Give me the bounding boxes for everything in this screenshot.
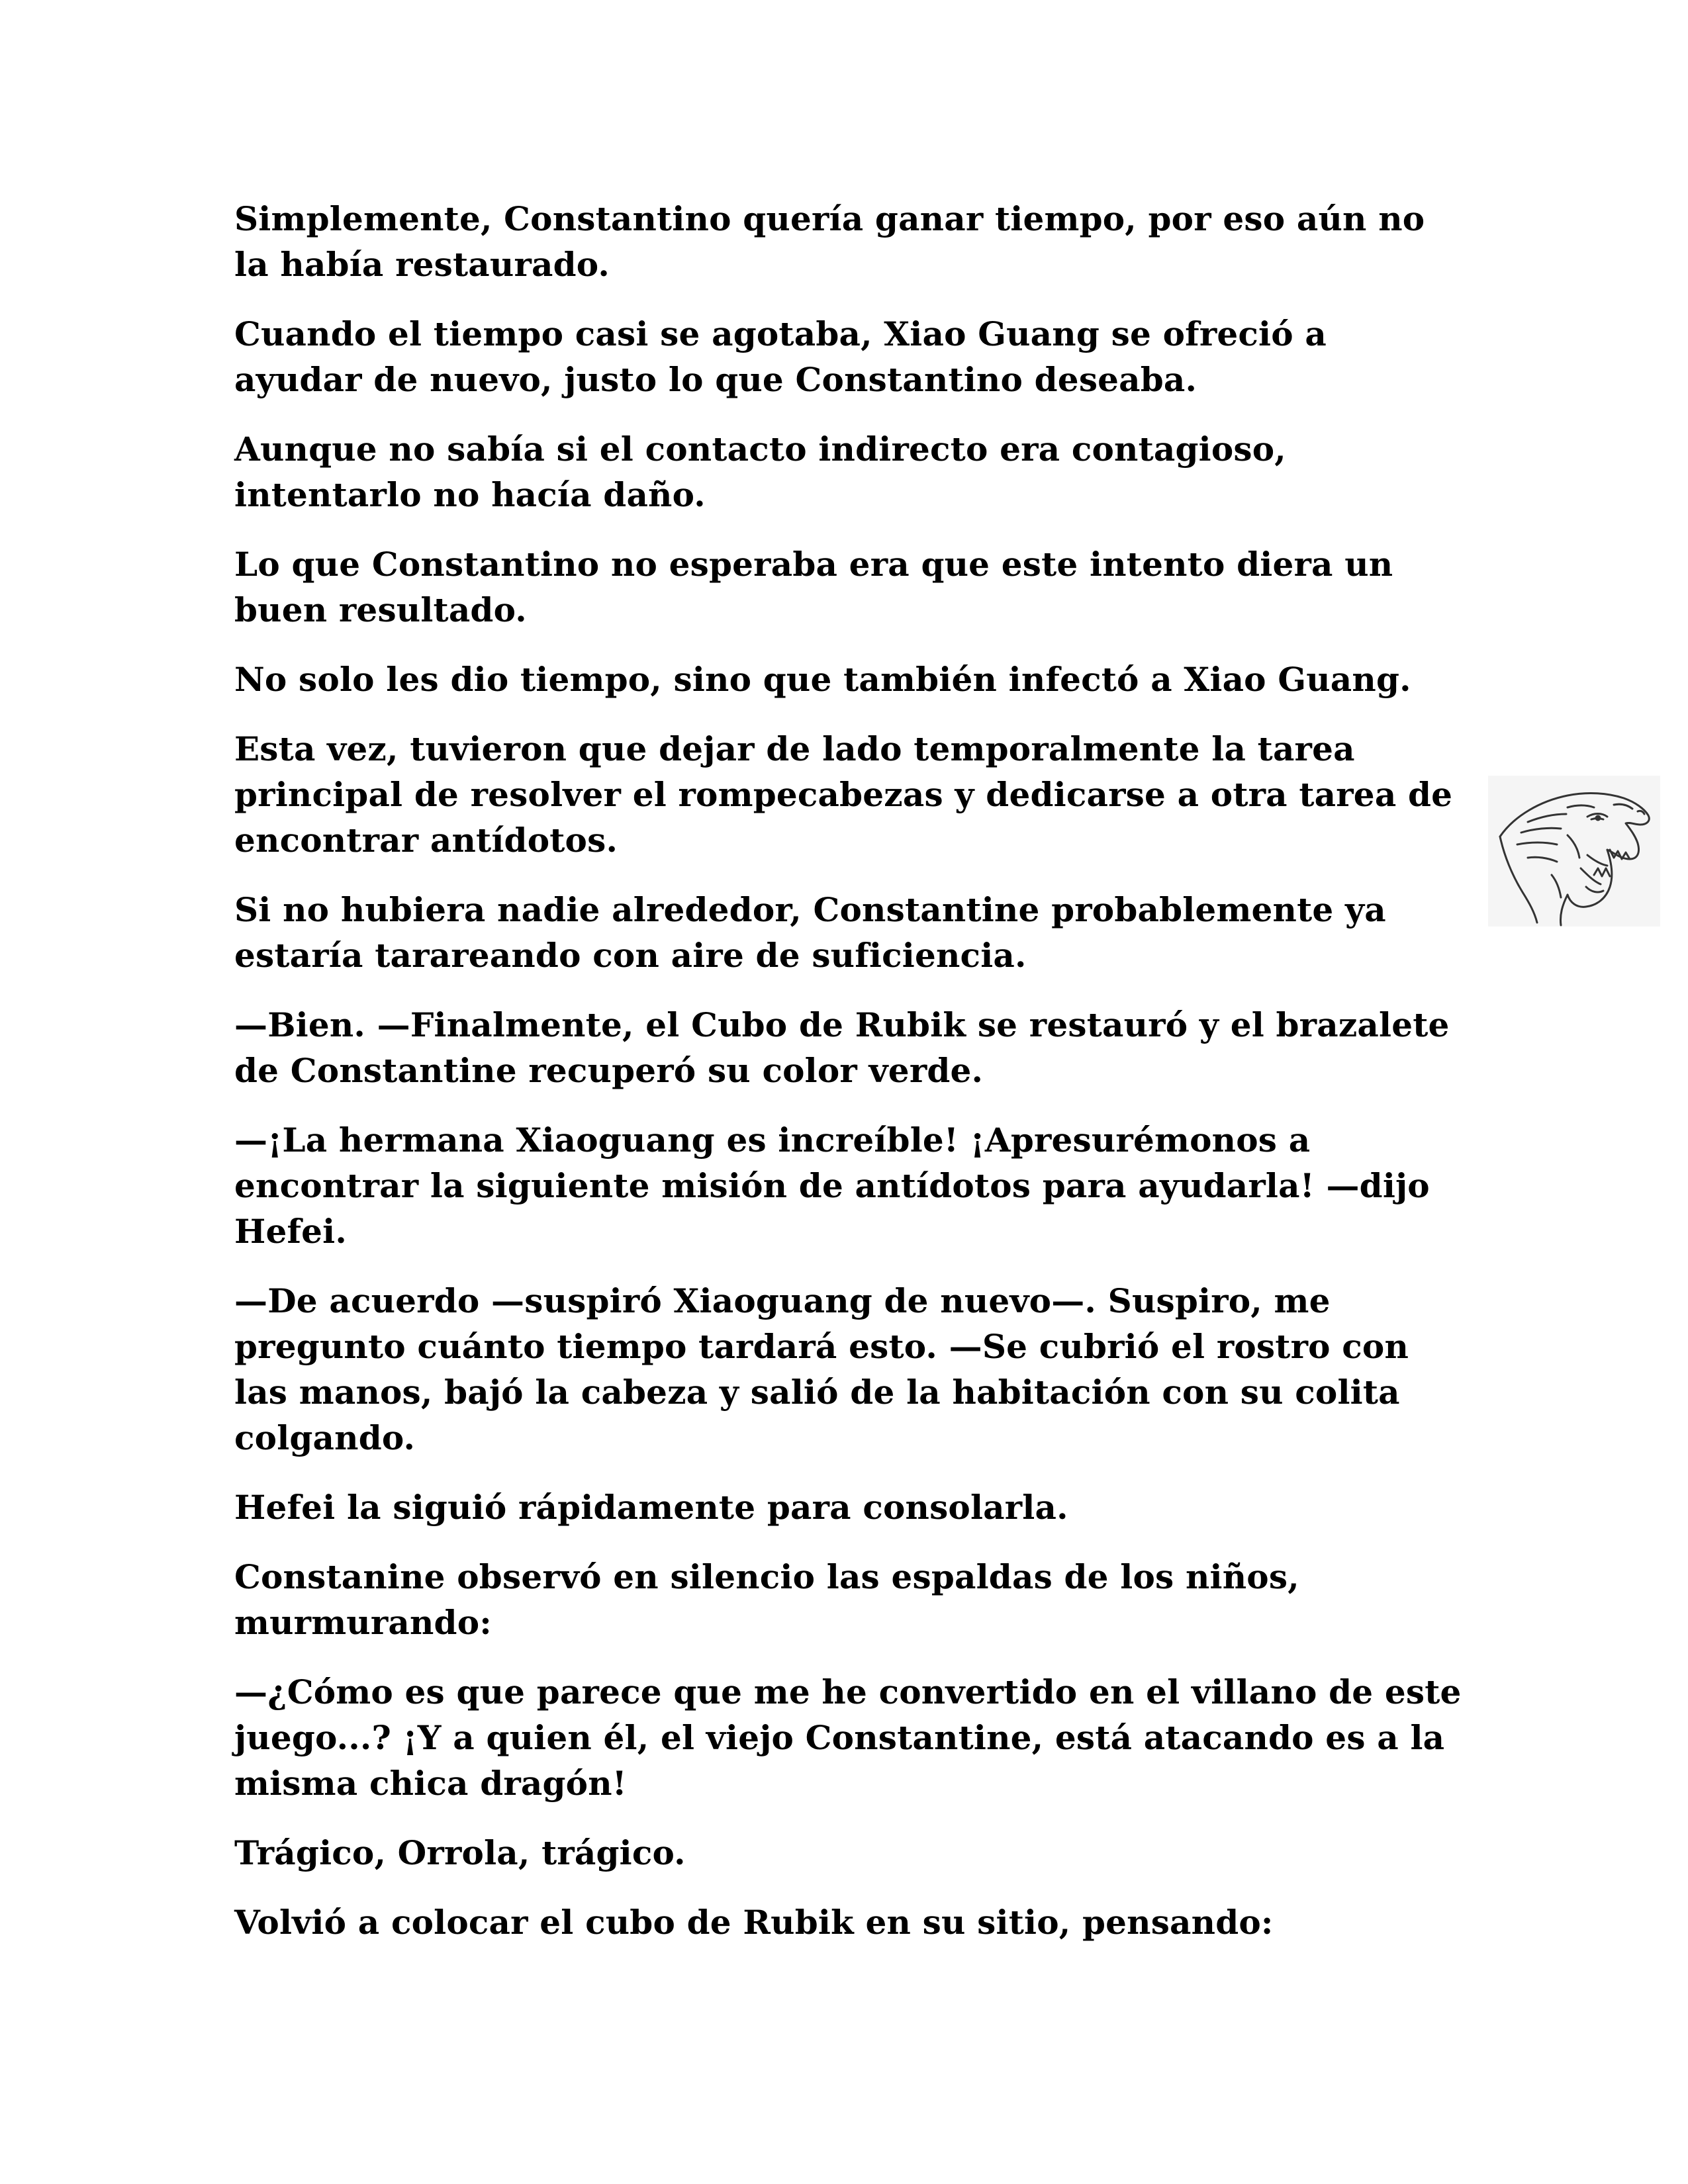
paragraph: Simplemente, Constantino quería ganar tiempo, por eso aún no la había restaurado. (234, 199, 1425, 284)
paragraph: Constanine observó en silencio las espaldas de los niños, murmurando: (234, 1557, 1299, 1642)
paragraph: Si no hubiera nadie alrededor, Constantine probablemente ya estaría tarareando con aire de suficiencia. (234, 890, 1386, 975)
dinosaur-head-icon (1488, 776, 1660, 927)
paragraph: Esta vez, tuvieron que dejar de lado temporalmente la tarea principal de resolver el rompecabezas y dedicarse a otra tarea de encontrar antídotos. (234, 729, 1453, 860)
paragraph: —De acuerdo —suspiró Xiaoguang de nuevo—. Suspiro, me pregunto cuánto tiempo tardará esto. —Se cubrió el rostro con las manos, bajó la cabeza y salió de la habitación con su colita colgando. (234, 1281, 1409, 1457)
paragraph: —¡La hermana Xiaoguang es increíble! ¡Apresurémonos a encontrar la siguiente misión de antídotos para ayudarla! —dijo Hefei. (234, 1120, 1430, 1251)
paragraph: Hefei la siguió rápidamente para consolarla. (234, 1488, 1068, 1527)
paragraph: —Bien. —Finalmente, el Cubo de Rubik se restauró y el brazalete de Constantine recuperó su color verde. (234, 1005, 1450, 1090)
paragraph: No solo les dio tiempo, sino que también infectó a Xiao Guang. (234, 660, 1411, 699)
paragraph: Lo que Constantino no esperaba era que este intento diera un buen resultado. (234, 545, 1393, 629)
paragraph: Aunque no sabía si el contacto indirecto era contagioso, intentarlo no hacía daño. (234, 430, 1286, 514)
paragraph: Volvió a colocar el cubo de Rubik en su sitio, pensando: (234, 1903, 1274, 1942)
paragraph: Cuando el tiempo casi se agotaba, Xiao Guang se ofreció a ayudar de nuevo, justo lo que Constantino deseaba. (234, 314, 1327, 399)
paragraph: Trágico, Orrola, trágico. (234, 1833, 686, 1872)
document-body (234, 196, 1466, 1969)
paragraph: —¿Cómo es que parece que me he convertido en el villano de este juego...? ¡Y a quien él, el viejo Constantine, está atacando es a la misma chica dragón! (234, 1672, 1462, 1803)
